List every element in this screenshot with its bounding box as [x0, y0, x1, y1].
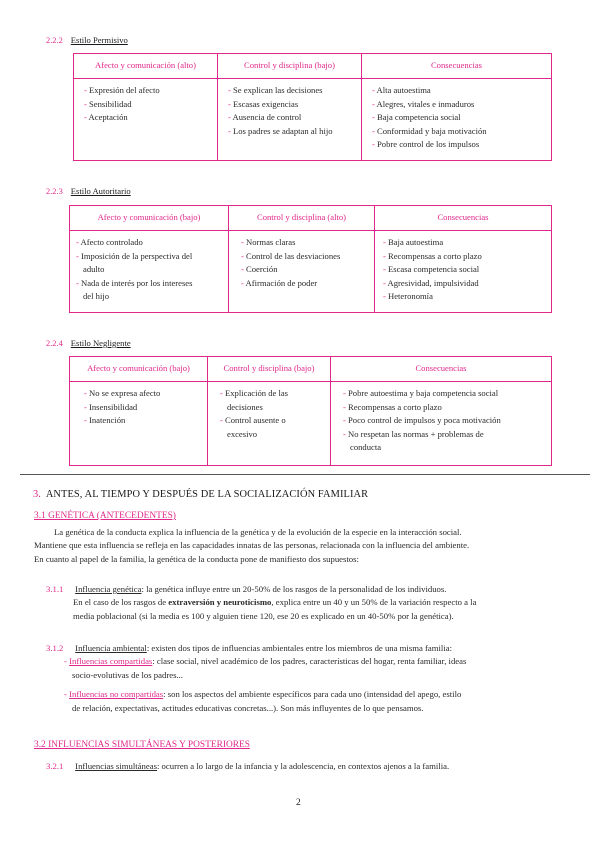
table-cell	[362, 79, 552, 161]
chapter-title: ANTES, AL TIEMPO Y DESPUÉS DE LA SOCIALIZACIÓN FAMILIAR	[45, 489, 369, 500]
term-bold: extraversión y neuroticismo	[168, 597, 272, 608]
section-divider	[20, 474, 590, 475]
paragraph	[34, 526, 594, 566]
list-item: - Control de las desviaciones	[241, 250, 341, 261]
list-item: - Control ausente o	[220, 415, 286, 426]
table-header: Afecto y comunicación (bajo)	[70, 357, 208, 382]
text: , explica entre un 40 y un 50% de la variación respecto a la	[271, 597, 477, 608]
list-item: - Conformidad y baja motivación	[372, 125, 487, 136]
table-cell	[74, 79, 218, 161]
list-item: - Ausencia de control	[228, 112, 302, 123]
subsubsection-312: 3.1.2 Influencia ambiental: existen dos tipos de influencias ambientales entre los miembros de una misma familia: - Influencias compartidas: clase social, nivel académico de los padres, características del hogar, renta familiar, ideas socio-evolutivas de los padres... - Influencias no compartidas: son los aspectos del ambiente específicos para cada uno (intensidad del apego, estilo de relación, expectativas, actitudes educativas concretas...). Son más influyentes de lo que pensamos.	[46, 642, 586, 715]
text: : ocurren a lo largo de la infancia y la adolescencia, en contextos ajenos a la familia.	[156, 761, 450, 771]
table-cell	[208, 382, 331, 466]
section-number: 2.2.2	[46, 36, 63, 45]
list-item: - Sensibilidad	[84, 98, 132, 109]
paragraph-line: Mantiene que esta influencia se refleja en las capacidades innatas de las personas, relacionada con la influencia del ambiente.	[34, 540, 470, 551]
table-header: Consecuencias	[362, 54, 552, 79]
chapter-heading	[33, 489, 368, 500]
table-cell	[70, 231, 229, 313]
list-item-continued: conducta	[350, 442, 382, 453]
list-item: - No se expresa afecto	[84, 388, 161, 398]
list-item: - Afecto controlado	[76, 237, 143, 247]
table-cell	[375, 231, 552, 313]
table-header: Afecto y comunicación (alto)	[74, 54, 218, 79]
list-item: - Inatención	[84, 415, 126, 426]
list-item: - Baja autoestima	[383, 237, 444, 247]
text: : existen dos tipos de influencias ambientales entre los miembros de una misma familia:	[146, 643, 453, 653]
section-heading	[46, 30, 128, 48]
section-heading	[46, 181, 131, 199]
table-header: Afecto y comunicación (bajo)	[70, 206, 229, 231]
chapter-number: 3.	[33, 489, 41, 500]
list-item: - Los padres se adaptan al hijo	[228, 125, 333, 136]
text: socio-evolutivas de los padres...	[72, 669, 183, 680]
table-header: Control y disciplina (alto)	[229, 206, 375, 231]
list-item: - Pobre autoestima y baja competencia social	[343, 388, 499, 398]
table-permisivo	[73, 53, 552, 161]
table-cell	[229, 231, 375, 313]
table-header: Control y disciplina (bajo)	[218, 54, 362, 79]
section-title: Estilo Permisivo	[70, 35, 128, 45]
subsubsection-321	[46, 760, 586, 773]
section-number: 3.2.1	[46, 761, 64, 771]
text: En el caso de los rasgos de	[73, 597, 169, 608]
section-number: 3.1.2	[46, 643, 64, 653]
list-item: - Escasas exigencias	[228, 98, 299, 109]
term: Influencia genética	[75, 584, 142, 594]
list-item: - Imposición de la perspectiva del	[76, 250, 193, 261]
section-title: Estilo Negligente	[70, 338, 131, 348]
table-cell	[218, 79, 362, 161]
page-number: 2	[296, 798, 301, 808]
section-title: Estilo Autoritario	[70, 186, 131, 196]
list-item: - Afirmación de poder	[241, 277, 318, 288]
list-item-continued: decisiones	[227, 401, 263, 412]
list-item: - Coerción	[241, 264, 278, 275]
link-term: Influencias compartidas	[69, 656, 153, 667]
table-cell	[331, 382, 552, 466]
list-item: - Baja competencia social	[372, 112, 461, 123]
section-number: 2.2.4	[46, 339, 63, 348]
list-item: - Explicación de las	[220, 388, 289, 398]
list-item: - Alegres, vitales e inmaduros	[372, 98, 475, 109]
subsection-title: 3.2 INFLUENCIAS SIMULTÁNEAS Y POSTERIORES	[34, 740, 250, 750]
list-item: - Heteronomía	[383, 291, 433, 302]
section-heading	[46, 333, 131, 351]
table-header: Consecuencias	[331, 357, 552, 382]
list-item-continued: adulto	[83, 264, 105, 275]
list-item: - Se explican las decisiones	[228, 85, 323, 95]
section-number: 3.1.1	[46, 584, 64, 594]
list-item-continued: excesivo	[227, 428, 258, 439]
text: : la genética influye entre un 20-50% de los rasgos de la personalidad de los individuos.	[141, 584, 447, 594]
table-autoritario	[69, 205, 552, 313]
paragraph-line: En cuanto al papel de la familia, la genética de la conducta pone de manifiesto dos supuestos:	[34, 553, 359, 564]
list-item: - Recompensas a corto plazo	[343, 401, 442, 412]
list-item: - Alta autoestima	[372, 85, 431, 95]
table-header: Control y disciplina (bajo)	[208, 357, 331, 382]
list-item: - Aceptación	[84, 112, 128, 123]
list-item: - Recompensas a corto plazo	[383, 250, 482, 261]
list-item-continued: del hijo	[83, 291, 110, 302]
list-item: - Escasa competencia social	[383, 264, 480, 275]
term: Influencia ambiental	[75, 643, 147, 653]
paragraph-line: La genética de la conducta explica la influencia de la genética y de la evolución de la especie en la interacción social.	[54, 527, 462, 537]
link-term: Influencias no compartidas	[69, 689, 164, 700]
list-item: - Insensibilidad	[84, 401, 138, 412]
list-item: - Pobre control de los impulsos	[372, 139, 480, 150]
list-item: - Nada de interés por los intereses	[76, 277, 193, 288]
subsection-title: 3.1 GENÉTICA (ANTECEDENTES)	[34, 511, 176, 521]
list-item: - Agresividad, impulsividad	[383, 277, 479, 288]
list-item: - Normas claras	[241, 237, 296, 247]
table-cell	[70, 382, 208, 466]
list-item: - No respetan las normas + problemas de	[343, 428, 484, 439]
text: : clase social, nivel académico de los padres, características del hogar, renta familiar, ideas	[152, 656, 467, 667]
term: Influencias simultáneas	[75, 761, 157, 771]
table-negligente	[69, 356, 552, 466]
section-number: 2.2.3	[46, 187, 63, 196]
text: de relación, expectativas, actitudes educativas concretas...). Son más influyentes de lo que pensamos.	[72, 702, 424, 713]
list-item: - Expresión del afecto	[84, 85, 160, 95]
text: media poblacional (si la media es 100 y alguien tiene 120, ese 20 es explicado en un 40-50% por la genética).	[73, 610, 454, 621]
subsubsection-311	[46, 583, 586, 623]
text: : son los aspectos del ambiente específicos para cada uno (intensidad del apego, estilo	[163, 689, 462, 700]
list-item: - Poco control de impulsos y poca motivación	[343, 415, 501, 426]
table-header: Consecuencias	[375, 206, 552, 231]
